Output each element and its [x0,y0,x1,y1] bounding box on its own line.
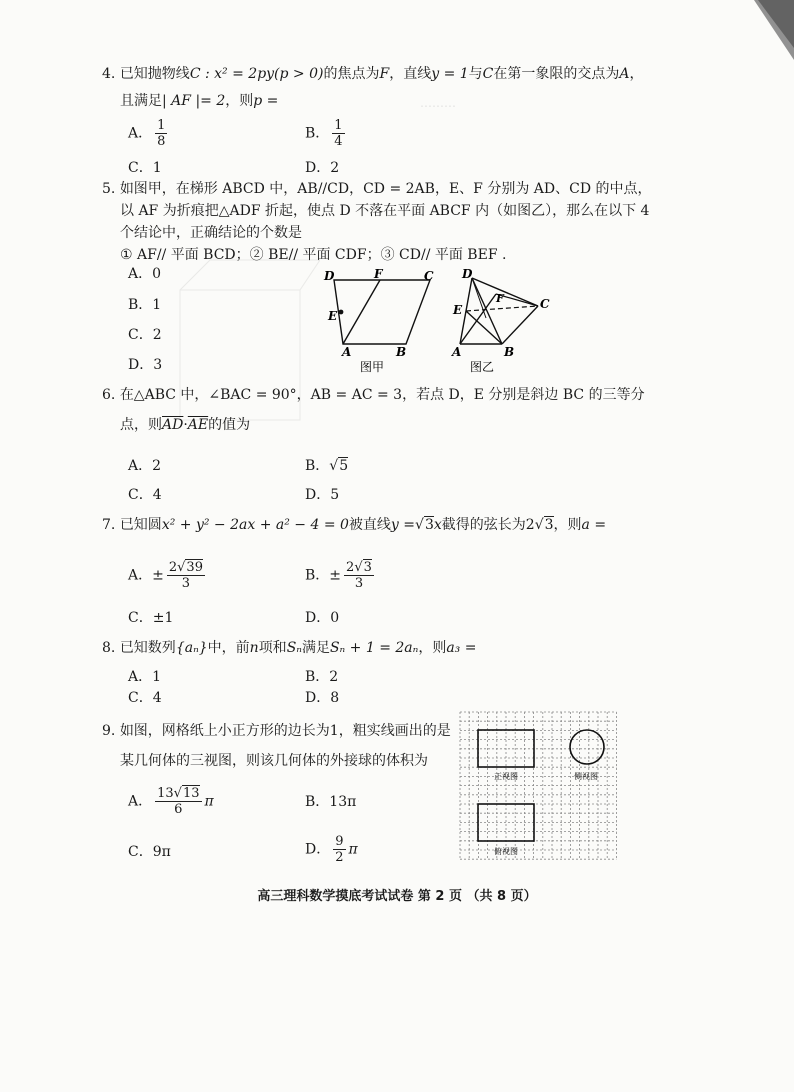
q4-text: 在第一象限的交点为 [493,66,620,82]
question-number: 7. [102,517,116,533]
q4-option-a [128,118,170,149]
q4-text: 与 [468,66,483,82]
point-label-e: E [328,309,338,323]
q9-option-d [305,834,358,865]
q8-text: ，则 [418,640,447,656]
q4-text: ， [629,66,644,82]
trapezoid-figure-jia [318,268,448,374]
option-text: A．1 [128,669,162,685]
numerator: 1 [157,118,166,133]
point-label-a: A [452,345,462,359]
option-text: D．3 [128,357,163,373]
point-label-b: B [504,345,515,359]
q4-condition: | AF |= 2 [162,93,226,109]
q8-text: 项和 [258,640,287,656]
option-text: A．2 [128,458,162,474]
q6-option-d [305,485,339,505]
dot-operator: · [183,417,188,433]
q9-text: 某几何体的三视图，则该几何体的外接球的体积为 [120,753,428,769]
radicand: 3 [363,560,372,575]
q6-text: 点，则 [120,417,162,433]
side-view-label: 侧视图 [574,772,598,781]
q4-text: 已知抛物线 [119,66,190,82]
q7-option-b [305,560,377,591]
q4-point: A [619,66,630,82]
corner-shadow [754,0,794,60]
option-text: A．0 [128,266,162,282]
option-label: D． [305,841,331,858]
pi-symbol: π [348,841,358,858]
q7-option-a [128,560,208,591]
q5-text: 以 AF 为折痕把△ADF 折起，使点 D 不落在平面 ABCF 内（如图乙），那么在以下 4 [120,203,650,219]
q7-a: a = [581,517,607,533]
side-view-circle [570,730,604,764]
option-label: B． [305,458,330,474]
denominator: 3 [354,576,364,591]
q5-text: 个结论中，正确结论的个数是 [120,225,302,241]
fraction [333,834,345,865]
question-number: 4. [102,66,116,82]
partial-sum: Sₙ [286,640,302,656]
question-5-line-1 [102,178,652,200]
dashed-grid [460,712,616,859]
front-view-label: 正视图 [494,772,518,781]
pi-symbol: π [204,793,214,810]
option-text: D．5 [305,487,340,503]
q4-c: C [482,66,494,82]
q5-text: ① AF// 平面 BCD；② BE// 平面 CDF；③ CD// 平面 BEF . [120,247,507,263]
figure-caption-jia: 图甲 [360,360,385,374]
radicand: 5 [339,458,349,474]
q4-line: y = 1 [431,66,469,82]
q4-text: ，则 [225,93,254,109]
circle-equation: x² + y² − 2ax + a² − 4 = 0 [161,517,349,533]
question-7-line-1: 7. 已知圆x² + y² − 2ax + a² − 4 = 0被直线y =√3x截得的弦长为2√3，则a = [102,517,607,533]
denominator: 2 [335,850,344,865]
q4-p: p = [253,93,279,109]
q4-option-b [305,118,348,149]
coefficient: 13 [157,786,174,801]
radicand: 13 [182,786,200,801]
q9-option-b [305,792,356,812]
figure-caption-yi: 图乙 [470,360,495,374]
option-label: B．± [305,567,342,584]
q8-a3: a₃ = [446,640,477,656]
q7-text: ，则 [553,517,582,533]
q7-text: 截得的弦长为 [441,517,526,533]
option-label: B． [305,125,330,142]
q4-text: ，直线 [389,66,432,82]
question-6-line-1 [102,384,645,406]
option-label: D． [305,160,331,176]
option-value: 1 [152,160,162,176]
q7-option-d [305,608,339,628]
q8-option-b [305,667,338,687]
q4-curve: C : x² = 2py(p > 0) [189,66,324,82]
q4-text: 且满足 [120,93,162,109]
option-text: B．1 [128,297,162,313]
fraction [332,118,344,149]
option-text: C．4 [128,487,162,503]
page-footer: 高三理科数学摸底考试试卷 第 2 页 （共 8 页） [257,889,537,904]
question-6-line-2 [120,414,250,436]
option-text: C．±1 [128,610,174,626]
question-5-line-3 [120,222,302,244]
q8-text: 满足 [301,640,330,656]
q8-option-d [305,688,339,708]
numerator: 1 [334,118,343,133]
point-label-f: F [496,292,504,305]
option-text: C．2 [128,327,162,343]
line-equation: y = [390,517,416,533]
option-label: A．± [128,567,164,584]
q4-text: 的焦点为 [323,66,380,82]
q5-option-c [128,325,162,345]
point-label-c: C [424,269,434,283]
denominator: 8 [157,134,166,149]
coefficient: 2 [168,560,178,575]
question-4-line-2 [120,90,278,112]
point-label-a: A [342,345,352,359]
option-text: D．0 [305,610,340,626]
option-label: A． [128,793,153,810]
top-view-label: 俯视图 [494,847,518,856]
fraction: $\frac{13√13}{6}$ [157,786,200,817]
question-5-line-2 [120,200,649,222]
fraction: $\frac{2√39}{3}$ [168,560,203,591]
three-view-grid-figure [458,710,624,862]
option-text: D．8 [305,690,340,706]
sequence: {aₙ} [175,640,208,656]
option-value: 2 [330,160,340,176]
q5-option-d [128,355,162,375]
question-9-line-1 [102,720,451,742]
q9-option-a [128,786,214,817]
bleed-through-text: ……… [420,96,456,110]
option-label: C． [128,160,153,176]
line-variable: x [433,517,442,533]
numerator: 9 [335,834,344,849]
question-number: 5. [102,181,116,197]
question-8-line-1 [102,637,476,659]
option-label: A． [128,125,153,142]
point-label-d: D [324,269,335,283]
q8-text: 已知数列 [119,640,176,656]
question-number: 6. [102,387,116,403]
point-label-f: F [374,268,383,281]
option-text: B．13π [305,794,357,810]
question-number: 8. [102,640,116,656]
radicand: 3 [544,517,554,533]
q6-option-b: B．√5 [305,458,349,474]
question-5-line-4 [120,244,506,266]
point-label-b: B [396,345,407,359]
question-9-line-2 [120,750,428,772]
q8-n: n [249,640,259,656]
q8-option-a [128,667,161,687]
option-text: C．4 [128,690,162,706]
q4-option-d [305,158,339,178]
point-label-d: D [462,268,473,281]
q6-option-a [128,456,161,476]
vector-ae: $\overline{AE}$ [187,417,209,433]
q8-text: 中，前 [207,640,250,656]
q5-option-b [128,295,161,315]
q7-option-c [128,608,173,628]
vector-ad: $\overline{AD}$ [162,417,184,433]
q9-option-c [128,842,171,862]
q7-text: 已知圆 [119,517,162,533]
coefficient: 2 [346,560,355,575]
option-text: B．2 [305,669,339,685]
q5-text: 如图甲，在梯形 ABCD 中，AB//CD，CD = 2AB，E、F 分别为 AD、CD 的中点， [119,181,652,197]
point-label-e: E [453,303,463,317]
option-text: C．9π [128,844,171,860]
q8-option-c [128,688,162,708]
folded-figure-yi [450,268,560,374]
denominator: 3 [181,576,191,591]
q6-option-c [128,485,162,505]
question-4-line-1 [102,63,644,85]
q4-option-c [128,158,162,178]
fraction: $\frac{2√3}{3}$ [346,560,372,591]
q7-text: 被直线 [348,517,391,533]
q6-text: 在△ABC 中，∠BAC = 90°，AB = AC = 3，若点 D，E 分别是斜边 BC 的三等分 [119,387,645,403]
q5-option-a [128,264,161,284]
fraction [155,118,167,149]
coefficient: 2 [525,517,535,533]
denominator: 4 [334,134,343,149]
q4-focus: F [379,66,390,82]
sum-relation: Sₙ + 1 = 2aₙ [329,640,419,656]
denominator: 6 [174,802,183,817]
point-label-c: C [540,297,550,311]
radicand: 39 [186,560,203,575]
question-number: 9. [102,723,116,739]
q6-text: 的值为 [208,417,251,433]
radicand: 3 [424,517,434,533]
q9-text: 如图，网格纸上小正方形的边长为1，粗实线画出的是 [119,723,451,739]
